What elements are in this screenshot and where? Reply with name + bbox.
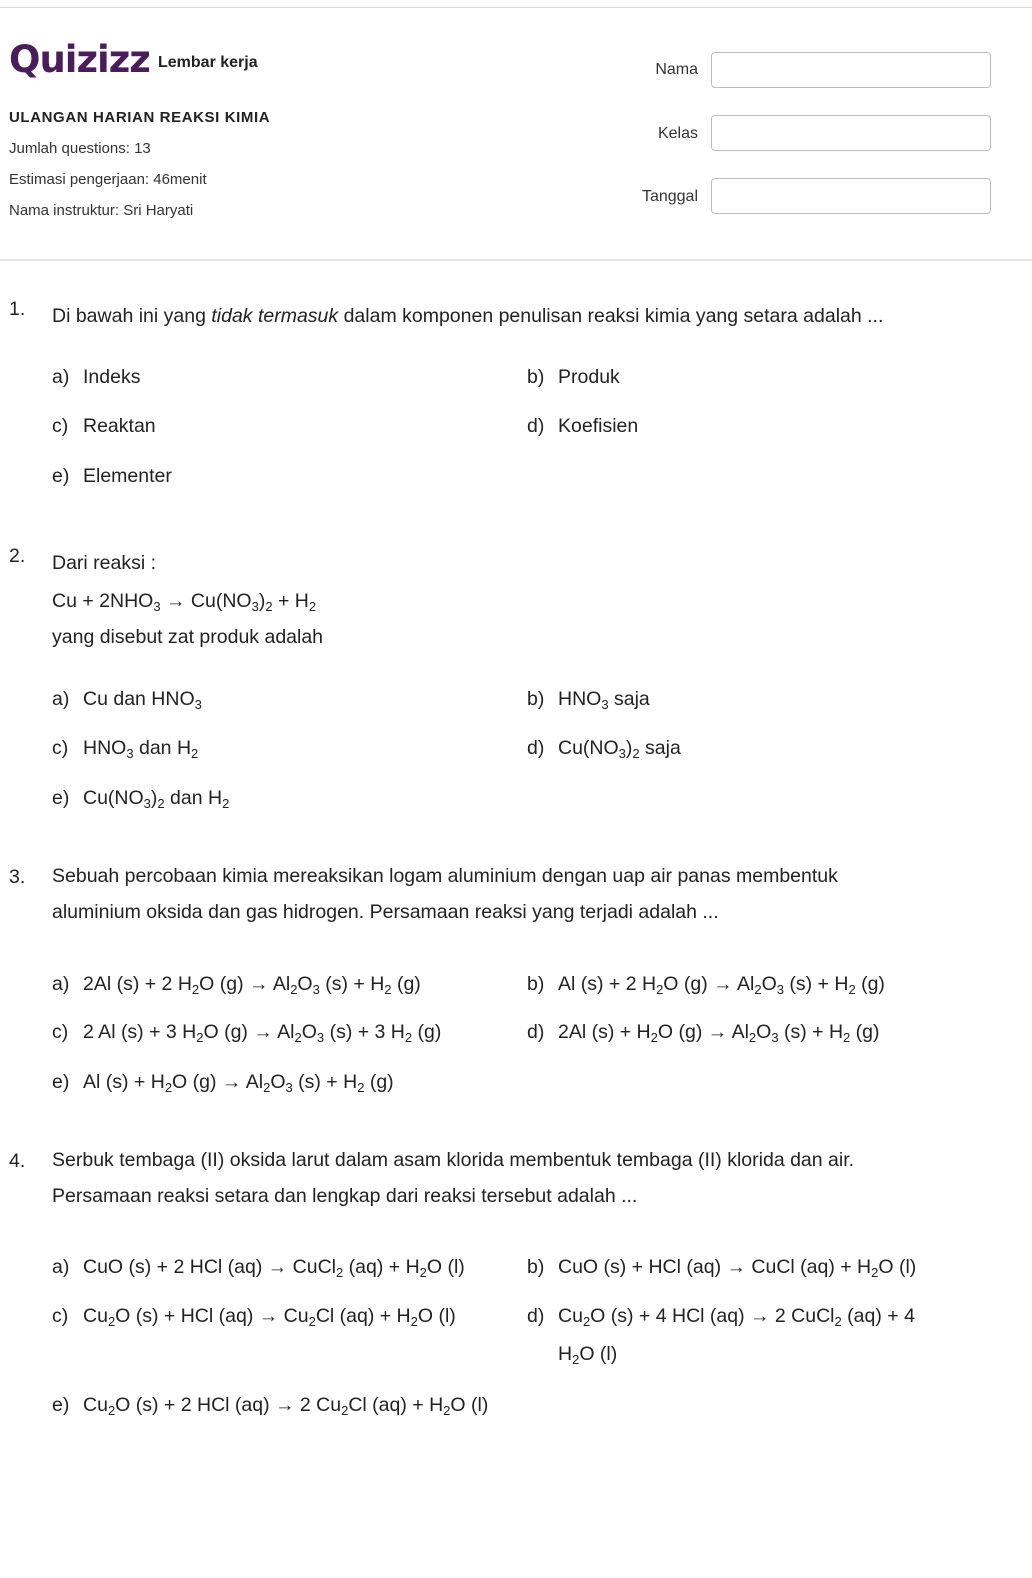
option-4d[interactable]: d) $Cu_2O$ (s) + 4 HCl (aq) → 2 CuCl$_2$ (aq) + 4 $H_2O$ (l) xyxy=(527,1305,915,1367)
option-1b[interactable]: b) Produk xyxy=(527,366,620,388)
option-3d[interactable]: d) 2Al $(s) + H_2O$ $(g) \to Al_2O_3$ $(s) + H_2$ (g) xyxy=(527,1021,880,1045)
option-1e[interactable]: e) Elementer xyxy=(52,465,172,487)
page-title: ULANGAN HARIAN REAKSI KIMIA xyxy=(9,109,271,126)
question-text: Dari reaksi : xyxy=(52,552,157,574)
header-divider xyxy=(0,259,1032,261)
question-number: 1. xyxy=(9,298,26,320)
reaction-equation: $Cu + 2NHO_3 \to Cu(NO_3)_2 + H_2$ xyxy=(52,590,317,614)
top-border xyxy=(0,0,1032,8)
option-1a[interactable]: a) Indeks xyxy=(52,366,141,388)
instructor-name: Nama instruktur: Sri Haryati xyxy=(9,202,194,219)
date-field[interactable] xyxy=(711,178,991,214)
option-4c[interactable]: c) $Cu_2O$ (s) + HCl $(aq) \to Cu_2Cl$ $(aq) + H_2O$ (l) xyxy=(52,1305,456,1329)
question-count: Jumlah questions: 13 xyxy=(9,140,151,157)
option-4e[interactable]: e) $Cu_2O$ (s) + 2 HCl (aq) → 2 $Cu_2Cl$ $(aq) + H_2O$ (l) xyxy=(52,1394,489,1418)
option-2c[interactable]: c) $HNO_3$ dan $H_2$ xyxy=(52,737,199,761)
option-2d[interactable]: d) $Cu(NO_3)_2$ saja xyxy=(527,737,681,761)
option-4b[interactable]: b) CuO (s) + HCl (aq) → CuCl $(aq) + H_2O$ (l) xyxy=(527,1256,917,1280)
option-2b[interactable]: b) $HNO_3$ saja xyxy=(527,688,650,712)
time-estimate: Estimasi pengerjaan: 46menit xyxy=(9,171,207,188)
option-3c[interactable]: c) 2 Al (s) + 3 $H_2O$ $(g) \to Al_2O_3$ (s) + 3 $H_2$ (g) xyxy=(52,1021,442,1045)
question-number: 3. xyxy=(9,866,26,888)
option-4a[interactable]: a) CuO (s) + 2 HCl (aq) → CuCl$_2$ $(aq) + H_2O$ (l) xyxy=(52,1256,465,1280)
question-text-2: yang disebut zat produk adalah xyxy=(52,626,324,648)
class-field[interactable] xyxy=(711,115,991,151)
date-label: Tanggal xyxy=(641,188,698,205)
sheet-type: Lembar kerja xyxy=(158,54,258,71)
quizizz-logo: Quizizz xyxy=(9,38,150,81)
option-3e[interactable]: e) Al $(s) + H_2O$ $(g) \to Al_2O_3$ $(s) + H_2$ (g) xyxy=(52,1071,394,1095)
option-3a[interactable]: a) 2Al (s) + 2 $H_2O$ $(g) \to Al_2O_3$ $(s) + H_2$ (g) xyxy=(52,973,421,997)
question-number: 2. xyxy=(9,545,26,567)
question-text: Sebuah percobaan kimia mereaksikan logam aluminium dengan uap air panas membentuk aluminium oksida dan gas hidrogen. Persamaan reaksi yang terjadi adalah ... xyxy=(52,865,838,923)
option-2a[interactable]: a) Cu dan $HNO_3$ xyxy=(52,688,202,712)
class-label: Kelas xyxy=(657,125,698,142)
question-number: 4. xyxy=(9,1150,26,1172)
option-1d[interactable]: d) Koefisien xyxy=(527,415,639,437)
name-field[interactable] xyxy=(711,52,991,88)
option-2e[interactable]: e) $Cu(NO_3)_2$ dan $H_2$ xyxy=(52,787,230,811)
question-text: Serbuk tembaga (II) oksida larut dalam asam klorida membentuk tembaga (II) klorida dan air. Persamaan reaksi setara dan lengkap dari reaksi tersebut adalah ... xyxy=(52,1149,855,1207)
name-label: Nama xyxy=(655,61,698,78)
question-text: Di bawah ini yang tidak termasuk dalam komponen penulisan reaksi kimia yang setara adalah ... xyxy=(52,305,884,327)
option-1c[interactable]: c) Reaktan xyxy=(52,415,156,437)
option-3b[interactable]: b) Al (s) + 2 $H_2O$ $(g) \to Al_2O_3$ $(s) + H_2$ (g) xyxy=(527,973,885,997)
